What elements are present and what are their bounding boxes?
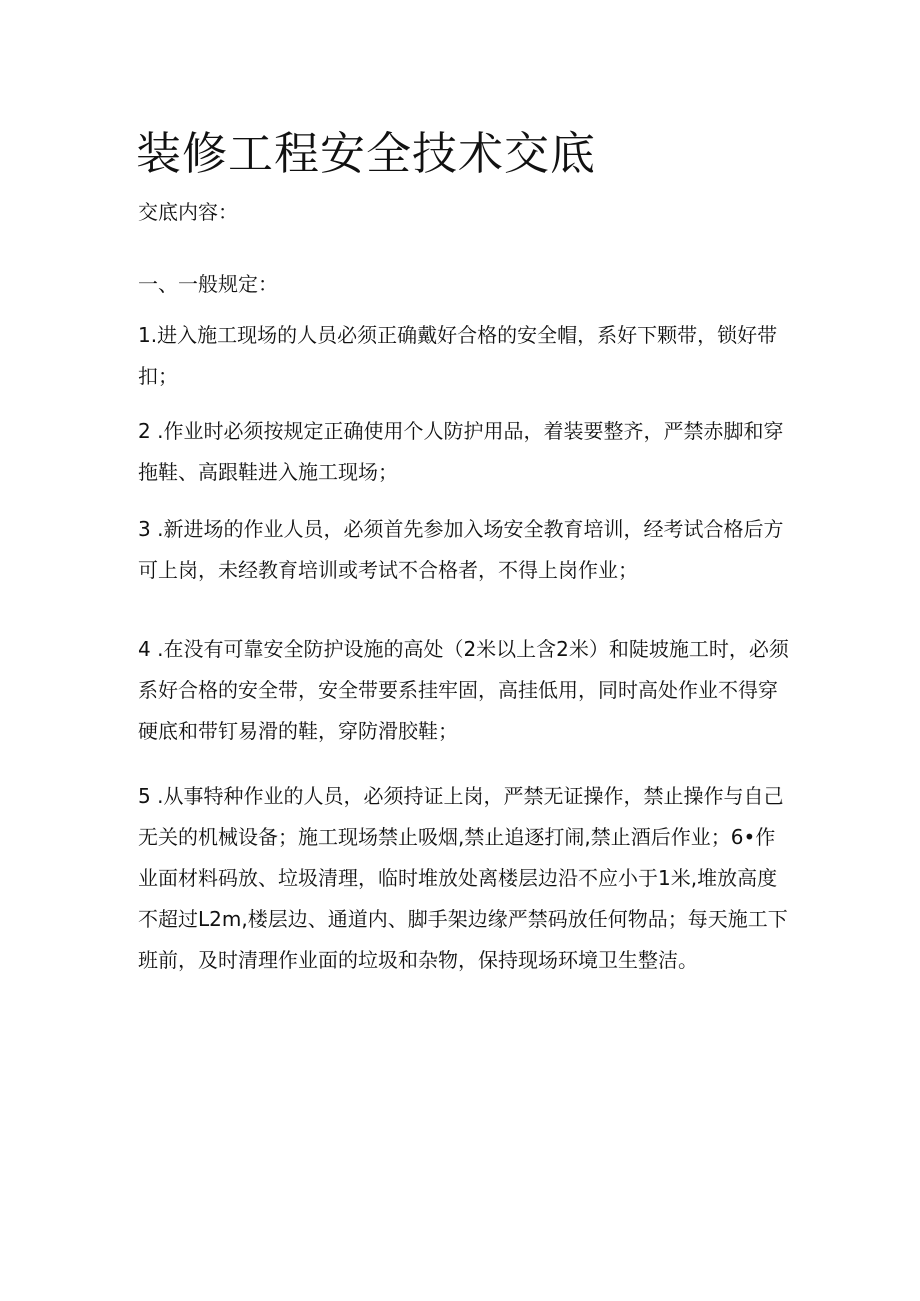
rule-paragraph-1: 1.进入施工现场的人员必须正确戴好合格的安全帽，系好下颗带，锁好带扣； bbox=[138, 323, 778, 388]
rule-paragraph-4: 4 .在没有可靠安全防护设施的高处（2米以上含2米）和陡坡施工时，必须系好合格的安全带，安全带要系挂牢固，高挂低用，同时高处作业不得穿硬底和带钉易滑的鞋，穿防滑胶鞋； bbox=[138, 637, 789, 743]
section-heading: 一、一般规定： bbox=[138, 272, 278, 296]
rule-paragraph-5: 5 .从事特种作业的人员，必须持证上岗，严禁无证操作，禁止操作与自己无关的机械设备；施工现场禁止吸烟,禁止追逐打闹,禁止酒后作业；6•作业面材料码放、垃圾清理，临时堆放处离楼层边沿不应小于1米,堆放高度不超过L2m,楼层边、通道内、脚手架边缘严禁码放任何物品；每天施工下班前，及时清理作业面的垃圾和杂物，保持现场环境卫生整洁。 bbox=[138, 784, 788, 972]
intro-label: 交底内容： bbox=[138, 200, 238, 224]
document-title: 装修工程安全技术交底 bbox=[136, 127, 597, 180]
rule-paragraph-3: 3 .新进场的作业人员，必须首先参加入场安全教育培训，经考试合格后方可上岗，未经教育培训或考试不合格者，不得上岗作业； bbox=[138, 517, 784, 582]
rule-paragraph-2: 2 .作业时必须按规定正确使用个人防护用品，着装要整齐，严禁赤脚和穿拖鞋、高跟鞋进入施工现场； bbox=[138, 419, 784, 484]
